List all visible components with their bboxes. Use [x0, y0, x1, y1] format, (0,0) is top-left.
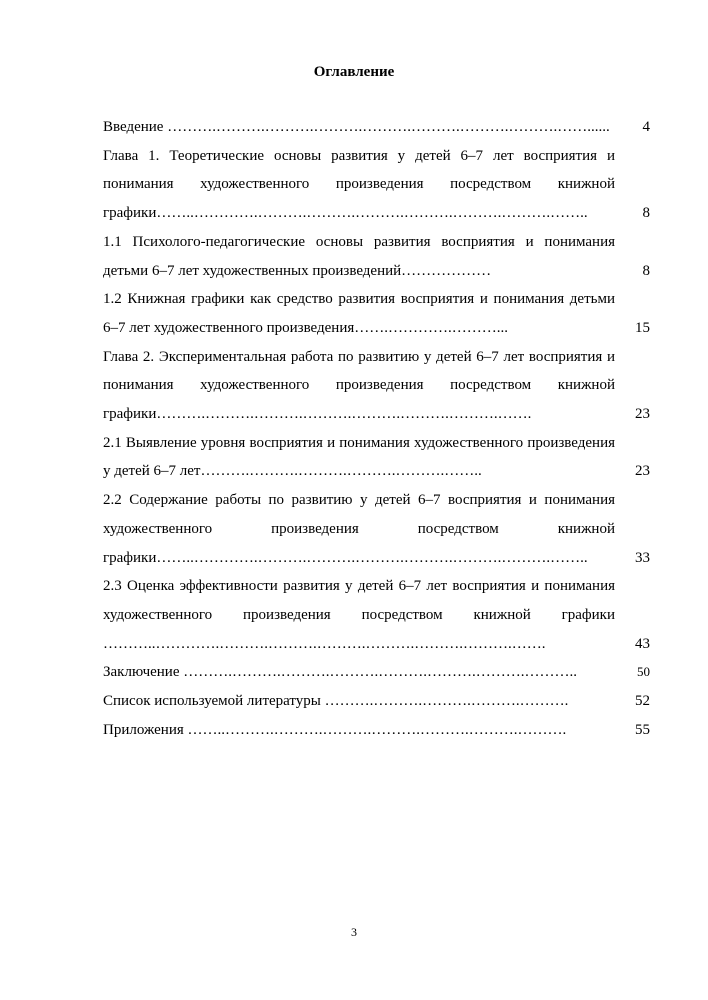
- toc-entry-text: Введение ……….……….……….……….……….……….……….……….……......: [103, 119, 610, 135]
- toc-entry-text: 2.1 Выявление уровня восприятия и понимания художественного произведения у детей 6–7 лет……….……….……….……….……….……..: [103, 434, 615, 480]
- toc-entry-text: Глава 2. Экспериментальная работа по развитию у детей 6–7 лет восприятия и понимания художественного произведения посредством книжной графики……….……….……….……….……….……….……….…….: [103, 348, 615, 423]
- toc-entry-text: 1.1 Психолого-педагогические основы развития восприятия и понимания детьми 6–7 лет художественных произведений………………: [103, 233, 615, 279]
- toc-entry-appendices: [103, 716, 650, 745]
- toc-entry-text: Приложения ……..……….……….……….……….……….……….……….: [103, 721, 567, 738]
- toc-entry-chapter-1: [103, 142, 650, 228]
- toc-entry-text: 1.2 Книжная графики как средство развития восприятия и понимания детьми 6–7 лет художественного произведения…….………….………...: [103, 291, 615, 336]
- toc-entry-page: 52: [635, 693, 650, 710]
- toc-entry-text: Глава 1. Теоретические основы развития у детей 6–7 лет восприятия и понимания художественного произведения посредством книжной графики……..………….……….……….……….……….……….……….……..: [103, 147, 615, 222]
- toc-entry-conclusion: [103, 658, 650, 687]
- toc-entry-page: 33: [635, 549, 650, 566]
- toc-entry-page: 23: [635, 406, 650, 423]
- toc-entry-section-2-1: [103, 429, 650, 486]
- page-title: Оглавление: [313, 64, 395, 80]
- toc-entry-page: 23: [635, 463, 650, 480]
- toc-entry-references: [103, 687, 650, 716]
- toc-entry-page: 15: [635, 319, 650, 336]
- toc-entry-page: 8: [642, 262, 650, 279]
- table-of-contents: [103, 113, 650, 744]
- toc-entry-text: Список используемой литературы ……….……….……….……….……….: [103, 693, 569, 710]
- toc-entry-page: 8: [642, 205, 650, 222]
- toc-entry-section-1-2: [103, 285, 650, 342]
- toc-entry-section-2-3: [103, 572, 650, 658]
- toc-entry-introduction: [103, 113, 650, 142]
- toc-entry-text: 2.3 Оценка эффективности развития у детей 6–7 лет восприятия и понимания художественного произведения посредством книжной графики ………..………….……….……….……….……….……….……….…….: [103, 578, 615, 652]
- toc-entry-page: 55: [635, 721, 650, 738]
- page-number: 3: [351, 925, 357, 939]
- toc-entry-chapter-2: [103, 343, 650, 429]
- toc-entry-section-1-1: [103, 228, 650, 285]
- toc-entry-text: 2.2 Содержание работы по развитию у детей 6–7 восприятия и понимания художественного произведения посредством книжной графики……..………….……….……….……….……….……….……….……..: [103, 492, 615, 566]
- toc-entry-page: 50: [637, 664, 650, 680]
- toc-entry-page: 4: [642, 119, 650, 135]
- toc-entry-page: 43: [635, 635, 650, 652]
- toc-entry-text: Заключение ……….……….……….……….……….……….……….………..: [103, 664, 577, 681]
- toc-entry-section-2-2: [103, 486, 650, 572]
